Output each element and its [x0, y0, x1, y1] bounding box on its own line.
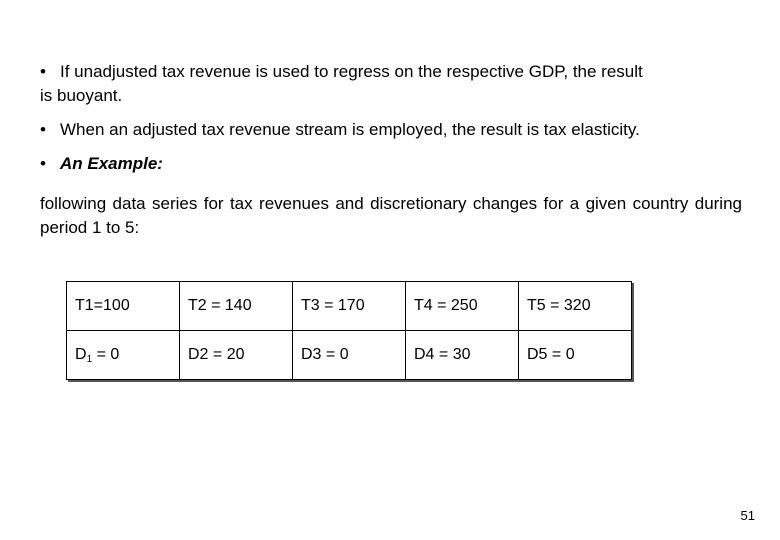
table-cell: T4 = 250	[406, 282, 519, 331]
bullet-marker: •	[40, 62, 46, 81]
table-cell: T5 = 320	[519, 282, 632, 331]
table-row-discretionary-changes	[67, 331, 632, 380]
bullet-elasticity-text: When an adjusted tax revenue stream is employed, the result is tax elasticity.	[60, 120, 640, 139]
table-cell: D5 = 0	[519, 331, 632, 380]
intro-paragraph: following data series for tax revenues and discretionary changes for a given country during period 1 to 5:	[40, 194, 742, 237]
table-cell: D2 = 20	[180, 331, 293, 380]
table-row-tax-revenue	[67, 282, 632, 331]
cell-subscript: 1	[86, 353, 93, 365]
page-number: 51	[740, 508, 755, 523]
table-cell: D4 = 30	[406, 331, 519, 380]
bullet-example	[40, 152, 745, 176]
cell-var: D	[75, 345, 87, 363]
bullet-marker: •	[40, 120, 46, 139]
bullet-buoyancy-text: If unadjusted tax revenue is used to regress on the respective GDP, the result	[60, 62, 643, 81]
bullet-example-label: An Example:	[60, 154, 163, 173]
table-cell: D3 = 0	[293, 331, 406, 380]
cell-value: = 0	[92, 345, 120, 363]
table-cell: T2 = 140	[180, 282, 293, 331]
bullet-buoyancy	[40, 60, 745, 84]
bullet-marker: •	[40, 154, 46, 173]
table-cell	[67, 331, 180, 380]
bullet-buoyancy-continuation: is buoyant.	[40, 86, 123, 105]
tax-data-table	[66, 281, 632, 380]
table-cell: T3 = 170	[293, 282, 406, 331]
table-cell: T1=100	[67, 282, 180, 331]
bullet-elasticity	[40, 118, 745, 142]
